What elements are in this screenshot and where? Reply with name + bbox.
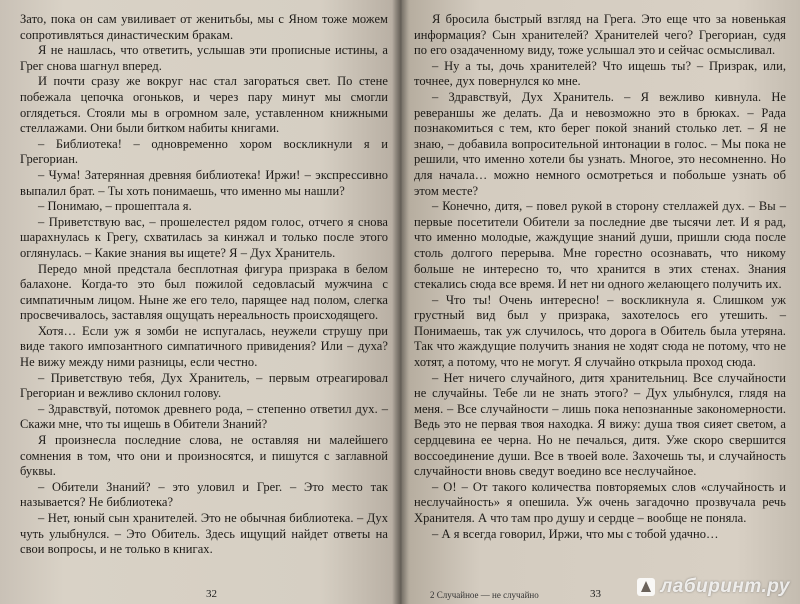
paragraph: – Приветствую тебя, Дух Хранитель, – первым отреагировал Грегориан и вежливо склонил голову. xyxy=(20,370,388,401)
paragraph: – Приветствую вас, – прошелестел рядом голос, отчего я снова шарахнулась к Грегу, схватилась за кинжал и только после этого оглянулась. – Какие знания вы ищете? Я – Дух Хранитель. xyxy=(20,214,388,260)
right-page xyxy=(402,0,800,604)
paragraph: – Библиотека! – одновременно хором воскликнули я и Грегориан. xyxy=(20,136,388,167)
paragraph: Зато, пока он сам увиливает от женитьбы, мы с Яном тоже можем сопротивляться династическим бракам. xyxy=(20,12,388,42)
paragraph: – Здравствуй, Дух Хранитель. – Я вежливо кивнула. Не ревераншы же делать. Да и невозможно это в брюках. – Рада познакомиться с тем, кто берег покой знаний столько лет. – Я не знаю, – добавила вопросительной интонации в голос. – Мы пока не решили, что именно хотели бы узнать. Многое, это несомненно. Но для начала… можно немного осмотреться и побольше узнать об этом месте? xyxy=(414,89,786,198)
paragraph: Я произнесла последние слова, не оставляя ни малейшего сомнения в том, что они и произносятся, и пишутся с заглавной буквы. xyxy=(20,433,388,479)
paragraph: – Нет ничего случайного, дитя хранительниц. Все случайности не случайны. Тебе ли не знать этого? – Дух улыбнулся, глядя на меня. – Все случайности – лишь пока непознанные закономерности. Ведь это не первая твоя находка. Я вижу: душа твоя сияет светом, а сердцевина ее черна. Но не печалься, дитя. Уже скоро свершится воссоединение души. Все в твоей воле. Захочешь ты, и случайность случайности вновь сведут воедино все неслучайное. xyxy=(414,370,786,479)
right-page-text xyxy=(414,12,786,542)
right-page-number: 33 xyxy=(590,588,601,600)
labirint-watermark xyxy=(637,576,790,598)
left-page xyxy=(0,0,398,604)
running-footer: 2 Случайное — не случайно xyxy=(430,590,539,600)
paragraph: – Понимаю, – прошептала я. xyxy=(38,199,192,214)
paragraph: Я не нашлась, что ответить, услышав эти прописные истины, а Грег снова шагнул вперед. xyxy=(20,43,388,73)
left-page-number: 32 xyxy=(206,588,217,600)
paragraph: – Конечно, дитя, – повел рукой в сторону стеллажей дух. – Вы – первые посетители Обители за последние две тысячи лет. И я рад, что именно молодые, жаждущие знаний души, пришли сюда после столь долгого перерыва. Мне горестно осознавать, что никому больше не интересно то, что хранится в этих стенах. Знания стекались сюда все время. И нет ни одного желающего получить их. xyxy=(414,199,786,292)
paragraph: – О! – От такого количества повторяемых слов «случайность и неслучайность» я опешила. Уж очень загадочно прозвучала речь Хранителя. А что там про душу и сердце – вообще не поняла. xyxy=(414,479,786,525)
left-page-text xyxy=(20,12,388,558)
paragraph: – А я всегда говорил, Иржи, что мы с тобой удачно… xyxy=(432,526,719,541)
paragraph: – Ну а ты, дочь хранителей? Что ищешь ты? – Призрак, или, точнее, дух повернулся ко мне. xyxy=(414,58,786,89)
paragraph: Я бросила быстрый взгляд на Грега. Это еще что за новенькая информация? Сын хранителей? Хранителей чего? Грегориан, судя по его озадаченному виду, тоже услышал это и сейчас осмысливал. xyxy=(414,12,786,58)
book-gutter xyxy=(392,0,410,604)
paragraph: Хотя… Если уж я зомби не испугалась, неужели струшу при виде такого импозантного симпатичного привидения? Или – духа? Не вижу между ними разницы, если честно. xyxy=(20,323,388,370)
paragraph: – Что ты! Очень интересно! – воскликнула я. Слишком уж грустный вид был у призрака, захотелось его утешить. – Понимаешь, так уж случилось, что дорога в Обитель была утеряна. Так что жаждущие получить знания не ходят сюда не потому, что не хотят, а потому, что не могут. Я случайно открыла проход сюда. xyxy=(414,292,786,370)
paragraph: И почти сразу же вокруг нас стал загораться свет. По стене побежала цепочка огоньков, и через пару минут мы смогли оглядеться. Стояли мы в огромном зале, уставленном книжными стеллажами. Они были битком набиты книгами. xyxy=(20,74,388,136)
watermark-text: лабиринт.ру xyxy=(660,576,790,597)
paragraph: – Чума! Затерянная древняя библиотека! Иржи! – экспрессивно выпалил брат. – Ты хоть понимаешь, что именно мы нашли? xyxy=(20,167,388,198)
labirint-logo-icon xyxy=(637,578,655,596)
paragraph: – Здравствуй, потомок древнего рода, – степенно ответил дух. – Скажи мне, что ты ищешь в Обители Знаний? xyxy=(20,401,388,432)
paragraph: Передо мной предстала бесплотная фигура призрака в белом балахоне. Когда-то это был пожилой седовласый мужчина с симпатичным лицом. Ныне же его тело, парящее над полом, слегка просвечивалось, заставляя ощущать нереальность происходящего. xyxy=(20,261,388,323)
paragraph: – Обители Знаний? – это уловил и Грег. – Это место так называется? Не библиотека? xyxy=(20,479,388,510)
paragraph: – Нет, юный сын хранителей. Это не обычная библиотека. – Дух чуть улыбнулся. – Это Обитель. Здесь ищущий найдет ответы на свои вопросы, и не только в книгах. xyxy=(20,511,388,557)
